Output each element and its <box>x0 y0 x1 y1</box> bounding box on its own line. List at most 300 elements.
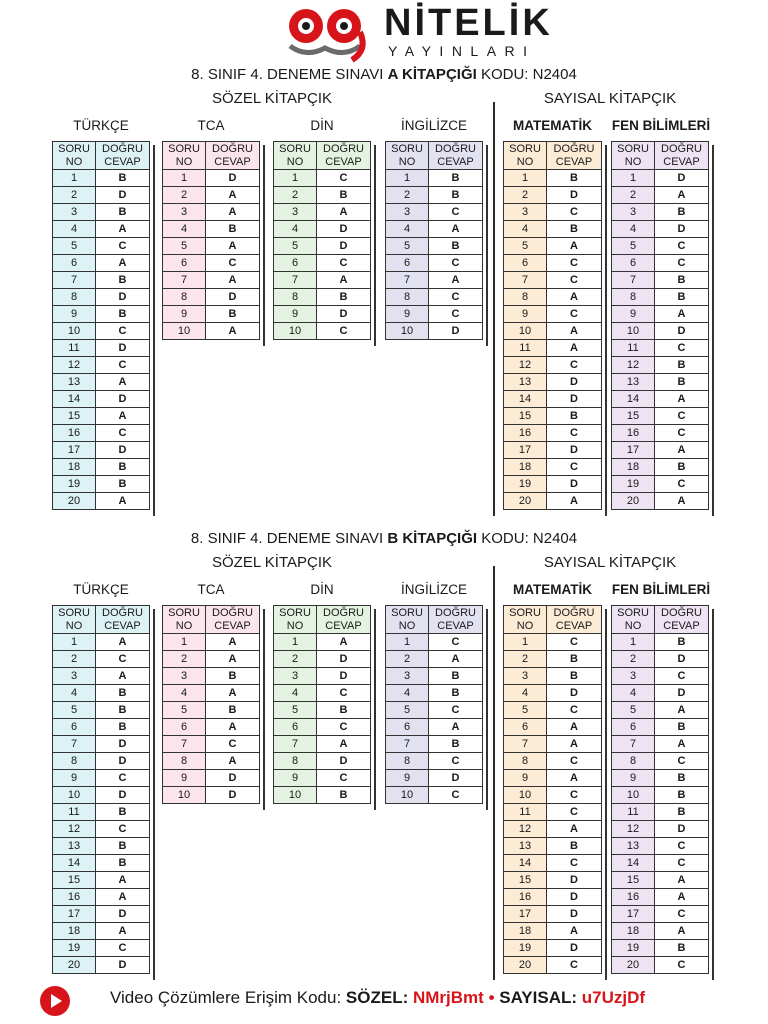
question-number: 6 <box>386 255 429 272</box>
correct-answer: B <box>655 719 709 736</box>
table-row <box>386 255 483 272</box>
correct-answer: A <box>655 442 709 459</box>
question-number: 15 <box>504 872 547 889</box>
table-shadow <box>605 145 607 516</box>
correct-answer: C <box>547 753 602 770</box>
subject-title-turkce: TÜRKÇE <box>73 118 129 133</box>
table-header-row <box>163 606 260 634</box>
table-shadow <box>374 609 376 810</box>
question-number: 5 <box>504 238 547 255</box>
question-number: 16 <box>53 889 96 906</box>
correct-answer: D <box>547 442 602 459</box>
question-number: 7 <box>386 272 429 289</box>
table-row <box>504 702 602 719</box>
question-number: 20 <box>612 493 655 510</box>
table-row <box>53 476 150 493</box>
table-row <box>504 821 602 838</box>
table-shadow <box>712 145 714 516</box>
question-number: 12 <box>504 357 547 374</box>
question-number: 6 <box>53 255 96 272</box>
question-number: 4 <box>53 221 96 238</box>
correct-answer: C <box>429 306 483 323</box>
table-row <box>612 770 709 787</box>
soru-no-header <box>53 142 96 170</box>
correct-answer: A <box>655 493 709 510</box>
question-number: 6 <box>163 719 206 736</box>
correct-answer: A <box>206 651 260 668</box>
question-number: 6 <box>53 719 96 736</box>
question-number: 18 <box>612 459 655 476</box>
table-header-row <box>53 142 150 170</box>
question-number: 5 <box>504 702 547 719</box>
question-number: 10 <box>163 787 206 804</box>
question-number: 1 <box>504 634 547 651</box>
question-number: 11 <box>612 804 655 821</box>
footer-label: Video Çözümlere Erişim Kodu: <box>110 988 346 1007</box>
question-number: 15 <box>53 872 96 889</box>
correct-answer: D <box>547 187 602 204</box>
table-row <box>612 855 709 872</box>
table-row <box>504 668 602 685</box>
table-row <box>386 753 483 770</box>
cevap-label: CEVAP <box>325 155 362 168</box>
table-row <box>163 238 260 255</box>
question-number: 13 <box>504 838 547 855</box>
table-header-row <box>612 142 709 170</box>
table-row <box>504 340 602 357</box>
correct-answer: C <box>655 753 709 770</box>
question-number: 12 <box>612 821 655 838</box>
question-number: 7 <box>386 736 429 753</box>
table-row <box>274 668 371 685</box>
correct-answer: D <box>317 668 371 685</box>
question-number: 4 <box>163 221 206 238</box>
correct-answer: A <box>96 221 150 238</box>
correct-answer: C <box>96 357 150 374</box>
correct-answer: D <box>655 323 709 340</box>
table-row <box>386 272 483 289</box>
subject-title-din: DİN <box>310 582 334 597</box>
table-row <box>386 736 483 753</box>
table-row <box>53 357 150 374</box>
table-header-row <box>163 142 260 170</box>
correct-answer: C <box>317 770 371 787</box>
table-row <box>612 221 709 238</box>
question-number: 6 <box>504 255 547 272</box>
table-row <box>274 651 371 668</box>
question-number: 14 <box>53 391 96 408</box>
correct-answer: D <box>206 170 260 187</box>
question-number: 8 <box>163 289 206 306</box>
section-title-prefix: 8. SINIF 4. DENEME SINAVI <box>190 530 388 547</box>
correct-answer: A <box>317 634 371 651</box>
table-row <box>386 170 483 187</box>
soru-no-header <box>163 142 206 170</box>
table-header-row <box>274 142 371 170</box>
correct-answer: C <box>429 753 483 770</box>
correct-answer: C <box>96 940 150 957</box>
question-number: 5 <box>163 702 206 719</box>
table-row <box>163 719 260 736</box>
table-row <box>274 702 371 719</box>
question-number: 2 <box>163 187 206 204</box>
question-number: 10 <box>386 787 429 804</box>
correct-answer: D <box>206 787 260 804</box>
correct-answer: A <box>206 187 260 204</box>
correct-answer: C <box>96 651 150 668</box>
table-row <box>163 634 260 651</box>
dogru-cevap-header <box>96 606 150 634</box>
table-row <box>504 255 602 272</box>
question-number: 9 <box>274 770 317 787</box>
question-number: 6 <box>386 719 429 736</box>
question-number: 13 <box>53 838 96 855</box>
correct-answer: B <box>655 357 709 374</box>
dogru-cevap-header <box>655 142 709 170</box>
question-number: 1 <box>386 634 429 651</box>
question-number: 5 <box>274 238 317 255</box>
correct-answer: B <box>655 204 709 221</box>
correct-answer: A <box>655 391 709 408</box>
table-row <box>504 753 602 770</box>
correct-answer: A <box>655 702 709 719</box>
table-row <box>612 736 709 753</box>
table-row <box>612 906 709 923</box>
question-number: 15 <box>53 408 96 425</box>
correct-answer: C <box>547 425 602 442</box>
correct-answer: A <box>655 872 709 889</box>
section-divider <box>493 102 495 516</box>
table-row <box>163 272 260 289</box>
correct-answer: C <box>429 255 483 272</box>
question-number: 9 <box>274 306 317 323</box>
question-number: 2 <box>53 651 96 668</box>
soru-label: SORU <box>58 143 90 155</box>
section-divider <box>493 566 495 980</box>
dogru-cevap-header <box>206 606 260 634</box>
question-number: 5 <box>386 238 429 255</box>
subject-title-tca: TCA <box>197 118 225 133</box>
question-number: 13 <box>612 374 655 391</box>
cevap-label: CEVAP <box>325 619 362 632</box>
subject-title-din: DİN <box>310 118 334 133</box>
correct-answer: C <box>429 787 483 804</box>
question-number: 8 <box>386 753 429 770</box>
table-row <box>53 187 150 204</box>
question-number: 4 <box>53 685 96 702</box>
correct-answer: B <box>96 855 150 872</box>
table-row <box>612 923 709 940</box>
question-number: 20 <box>504 493 547 510</box>
table-row <box>53 719 150 736</box>
question-number: 2 <box>612 187 655 204</box>
question-number: 9 <box>386 306 429 323</box>
table-row <box>504 889 602 906</box>
correct-answer: D <box>317 306 371 323</box>
correct-answer: A <box>96 634 150 651</box>
table-row <box>53 838 150 855</box>
subject-title-ingilizce: İNGİLİZCE <box>400 582 467 597</box>
question-number: 5 <box>53 702 96 719</box>
correct-answer: C <box>655 906 709 923</box>
table-row <box>386 238 483 255</box>
correct-answer: B <box>429 170 483 187</box>
table-header-row <box>504 606 602 634</box>
table-row <box>274 289 371 306</box>
question-number: 17 <box>612 442 655 459</box>
question-number: 20 <box>612 957 655 974</box>
cevap-label: CEVAP <box>214 619 251 632</box>
section-title <box>0 66 768 83</box>
question-number: 10 <box>274 323 317 340</box>
table-row <box>612 272 709 289</box>
answer-table-fen <box>611 605 709 974</box>
question-number: 5 <box>612 238 655 255</box>
question-number: 17 <box>53 906 96 923</box>
question-number: 9 <box>612 770 655 787</box>
correct-answer: D <box>547 476 602 493</box>
soru-no-header <box>163 606 206 634</box>
table-row <box>274 685 371 702</box>
soru-no-header <box>274 606 317 634</box>
table-row <box>53 306 150 323</box>
correct-answer: C <box>547 702 602 719</box>
soru-no-header <box>274 142 317 170</box>
section-title-book: A KİTAPÇIĞI <box>387 66 477 83</box>
correct-answer: C <box>655 408 709 425</box>
correct-answer: D <box>547 906 602 923</box>
brand-name: NİTELİK <box>384 2 553 44</box>
no-label: NO <box>516 619 534 632</box>
dogru-cevap-header <box>429 606 483 634</box>
table-row <box>53 323 150 340</box>
table-row <box>53 289 150 306</box>
question-number: 14 <box>612 855 655 872</box>
question-number: 2 <box>274 651 317 668</box>
question-number: 6 <box>612 719 655 736</box>
table-row <box>612 804 709 821</box>
question-number: 17 <box>504 442 547 459</box>
no-label: NO <box>175 619 193 632</box>
table-row <box>504 204 602 221</box>
question-number: 16 <box>504 425 547 442</box>
table-row <box>386 187 483 204</box>
table-row <box>612 374 709 391</box>
correct-answer: A <box>96 872 150 889</box>
question-number: 7 <box>612 272 655 289</box>
question-number: 10 <box>53 323 96 340</box>
correct-answer: D <box>96 753 150 770</box>
table-row <box>612 425 709 442</box>
correct-answer: A <box>206 238 260 255</box>
correct-answer: C <box>655 340 709 357</box>
correct-answer: B <box>96 459 150 476</box>
table-row <box>163 204 260 221</box>
correct-answer: D <box>96 340 150 357</box>
correct-answer: C <box>655 957 709 974</box>
sayisal-kitapcik-title: SAYISAL KİTAPÇIK <box>543 90 677 107</box>
question-number: 4 <box>274 221 317 238</box>
cevap-label: CEVAP <box>437 619 474 632</box>
soru-no-header <box>504 606 547 634</box>
correct-answer: C <box>547 204 602 221</box>
sayisal-kitapcik-title: SAYISAL KİTAPÇIK <box>543 554 677 571</box>
correct-answer: B <box>96 719 150 736</box>
cevap-label: CEVAP <box>555 155 593 168</box>
correct-answer: C <box>317 323 371 340</box>
correct-answer: A <box>655 889 709 906</box>
table-row <box>274 306 371 323</box>
table-row <box>612 255 709 272</box>
correct-answer: A <box>206 685 260 702</box>
correct-answer: A <box>429 651 483 668</box>
correct-answer: A <box>547 923 602 940</box>
question-number: 5 <box>612 702 655 719</box>
table-row <box>504 719 602 736</box>
section-title-code: KODU: N2404 <box>476 66 577 83</box>
answer-table-turkce <box>52 141 150 510</box>
question-number: 8 <box>53 289 96 306</box>
question-number: 4 <box>612 221 655 238</box>
question-number: 1 <box>504 170 547 187</box>
table-row <box>163 702 260 719</box>
no-label: NO <box>65 619 83 632</box>
table-row <box>504 855 602 872</box>
sozel-kitapcik-title: SÖZEL KİTAPÇIK <box>211 90 333 107</box>
question-number: 16 <box>53 425 96 442</box>
table-row <box>612 838 709 855</box>
question-number: 18 <box>504 923 547 940</box>
table-row <box>163 685 260 702</box>
question-number: 10 <box>163 323 206 340</box>
correct-answer: B <box>655 289 709 306</box>
question-number: 3 <box>53 204 96 221</box>
table-row <box>53 940 150 957</box>
table-row <box>53 821 150 838</box>
dogru-label: DOĞRU <box>553 607 595 619</box>
correct-answer: A <box>547 770 602 787</box>
correct-answer: B <box>96 204 150 221</box>
table-row <box>274 634 371 651</box>
question-number: 2 <box>274 187 317 204</box>
soru-label: SORU <box>58 607 90 619</box>
question-number: 3 <box>163 668 206 685</box>
answer-table-tca <box>162 605 260 804</box>
question-number: 5 <box>386 702 429 719</box>
subject-title-fen: FEN BİLİMLERİ <box>611 582 711 597</box>
table-row <box>504 374 602 391</box>
correct-answer: A <box>206 753 260 770</box>
table-row <box>274 255 371 272</box>
correct-answer: D <box>96 906 150 923</box>
table-row <box>386 306 483 323</box>
correct-answer: B <box>655 459 709 476</box>
correct-answer: B <box>547 221 602 238</box>
table-row <box>612 940 709 957</box>
table-row <box>274 323 371 340</box>
correct-answer: A <box>96 493 150 510</box>
cevap-label: CEVAP <box>214 155 251 168</box>
correct-answer: A <box>206 272 260 289</box>
question-number: 3 <box>612 204 655 221</box>
question-number: 6 <box>504 719 547 736</box>
question-number: 15 <box>504 408 547 425</box>
table-row <box>504 289 602 306</box>
table-row <box>504 187 602 204</box>
table-row <box>612 821 709 838</box>
table-row <box>53 753 150 770</box>
question-number: 10 <box>612 323 655 340</box>
question-number: 2 <box>504 187 547 204</box>
correct-answer: D <box>317 238 371 255</box>
correct-answer: A <box>547 736 602 753</box>
question-number: 20 <box>504 957 547 974</box>
correct-answer: D <box>96 442 150 459</box>
correct-answer: C <box>547 855 602 872</box>
soru-label: SORU <box>617 607 649 619</box>
question-number: 8 <box>274 753 317 770</box>
table-row <box>386 719 483 736</box>
question-number: 12 <box>53 821 96 838</box>
dogru-label: DOĞRU <box>323 143 364 155</box>
question-number: 1 <box>386 170 429 187</box>
question-number: 18 <box>612 923 655 940</box>
table-row <box>612 685 709 702</box>
correct-answer: B <box>429 187 483 204</box>
table-row <box>504 634 602 651</box>
correct-answer: B <box>96 476 150 493</box>
correct-answer: D <box>206 289 260 306</box>
correct-answer: C <box>317 255 371 272</box>
table-row <box>163 221 260 238</box>
table-row <box>612 668 709 685</box>
correct-answer: B <box>655 804 709 821</box>
soru-label: SORU <box>617 143 649 155</box>
section-title-prefix: 8. SINIF 4. DENEME SINAVI <box>191 66 388 83</box>
correct-answer: C <box>655 838 709 855</box>
correct-answer: D <box>317 221 371 238</box>
correct-answer: D <box>655 651 709 668</box>
table-row <box>612 476 709 493</box>
subject-title-fen: FEN BİLİMLERİ <box>611 118 711 133</box>
table-row <box>163 753 260 770</box>
correct-answer: D <box>655 821 709 838</box>
question-number: 3 <box>612 668 655 685</box>
correct-answer: C <box>547 787 602 804</box>
question-number: 6 <box>163 255 206 272</box>
correct-answer: C <box>317 170 371 187</box>
table-row <box>163 187 260 204</box>
subject-title-matematik: MATEMATİK <box>513 582 592 597</box>
table-row <box>53 459 150 476</box>
table-row <box>53 425 150 442</box>
play-icon[interactable] <box>40 986 70 1016</box>
question-number: 9 <box>504 306 547 323</box>
question-number: 7 <box>163 272 206 289</box>
table-row <box>274 770 371 787</box>
correct-answer: D <box>96 957 150 974</box>
correct-answer: A <box>206 323 260 340</box>
question-number: 11 <box>504 340 547 357</box>
correct-answer: D <box>655 170 709 187</box>
cevap-label: CEVAP <box>663 619 700 632</box>
table-row <box>504 493 602 510</box>
correct-answer: C <box>429 204 483 221</box>
question-number: 13 <box>612 838 655 855</box>
soru-label: SORU <box>168 607 200 619</box>
correct-answer: B <box>547 651 602 668</box>
question-number: 4 <box>504 221 547 238</box>
